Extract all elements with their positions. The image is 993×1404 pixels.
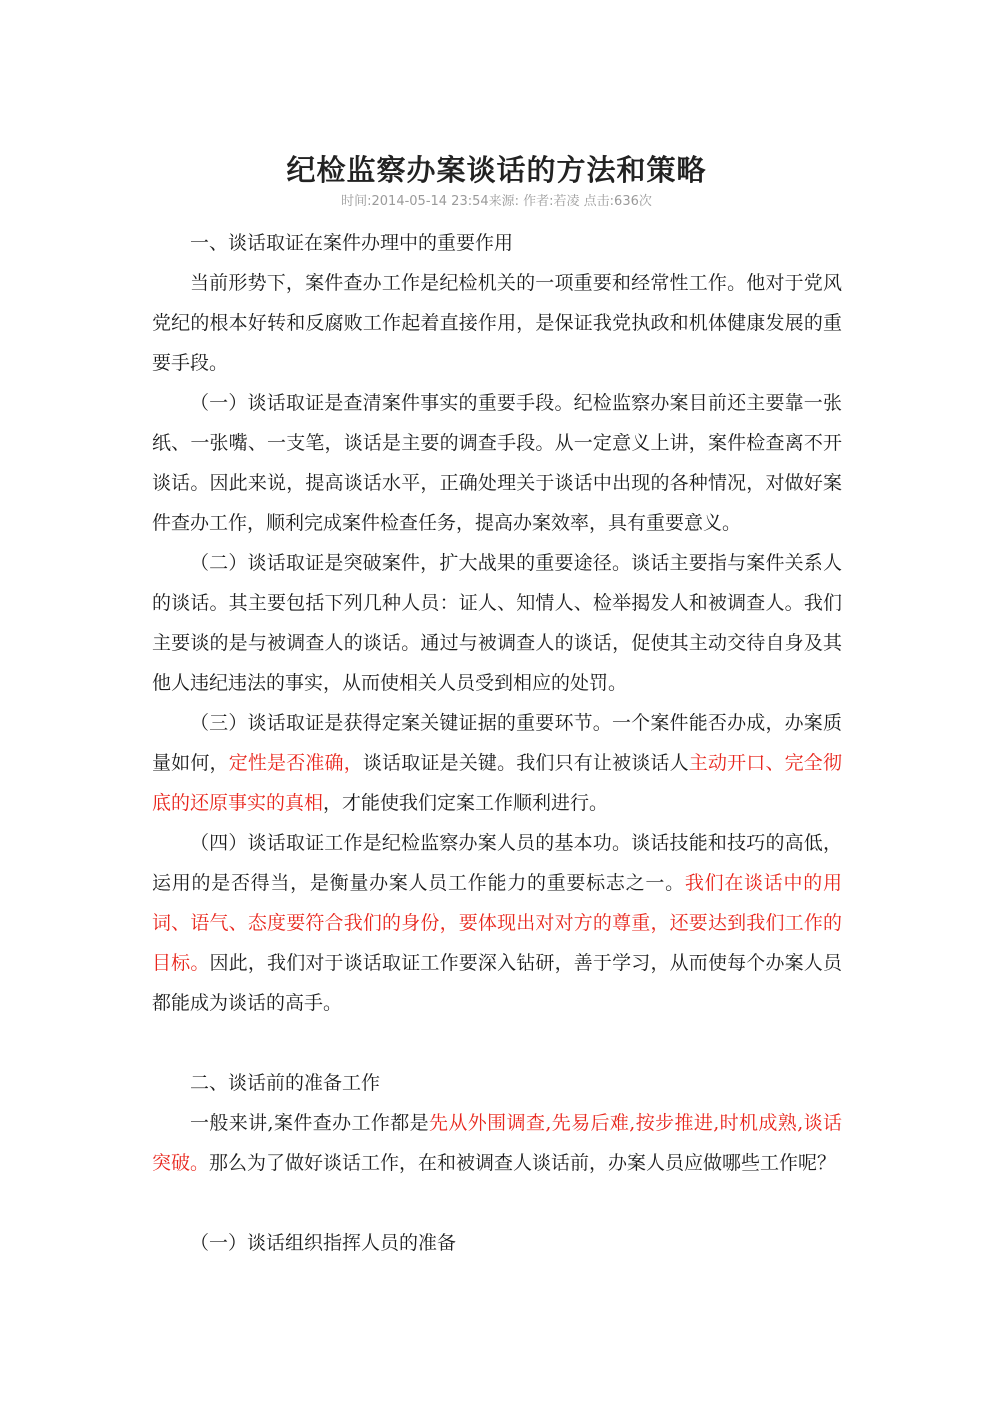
- paragraph-2: （一）谈话取证是查清案件事实的重要手段。纪检监察办案目前还主要靠一张纸、一张嘴、一支笔，谈话是主要的调查手段。从一定意义上讲，案件检查离不开谈话。因此来说，提高谈话水平，正确处理关于谈话中出现的各种情况，对做好案件查办工作，顺利完成案件检查任务，提高办案效率，具有重要意义。: [152, 392, 842, 534]
- paragraph-6-highlight: 先从外围调查,先易后难,按步推进,时机成熟,谈话突破。: [152, 1112, 842, 1174]
- paragraph-5: [152, 823, 842, 1023]
- section-heading-3: （一）谈话组织指挥人员的准备: [190, 1232, 457, 1254]
- section-heading-1: 一、谈话取证在案件办理中的重要作用: [190, 232, 514, 254]
- paragraph-4-highlight-b: 主动开口、完全彻底的还原事实的真相: [152, 752, 842, 814]
- paragraph-5-text-b: 因此，我们对于谈话取证工作要深入钻研，善于学习，从而使每个办案人员都能成为谈话的高手。: [152, 952, 842, 1014]
- paragraph-3: （二）谈话取证是突破案件，扩大战果的重要途径。谈话主要指与案件关系人的谈话。其主要包括下列几种人员：证人、知情人、检举揭发人和被调查人。我们主要谈的是与被调查人的谈话。通过与被调查人的谈话，促使其主动交待自身及其他人违纪违法的事实，从而使相关人员受到相应的处罚。: [152, 552, 842, 694]
- paragraph-5-text-a: （四）谈话取证工作是纪检监察办案人员的基本功。谈话技能和技巧的高低，运用的是否得当，是衡量办案人员工作能力的重要标志之一。: [152, 832, 842, 894]
- paragraph-4: [152, 703, 842, 823]
- paragraph-6-text-b: 那么为了做好谈话工作，在和被调查人谈话前，办案人员应做哪些工作呢？: [209, 1152, 837, 1174]
- paragraph-4-text-a: （三）谈话取证是获得定案关键证据的重要环节。一个案件能否办成，办案质量如何，: [152, 712, 842, 774]
- article-body-1: [152, 263, 842, 1023]
- paragraph-4-text-c: ，才能使我们定案工作顺利进行。: [323, 792, 609, 814]
- paragraph-4-highlight-a: 定性是否准确，: [228, 752, 363, 774]
- paragraph-5-highlight: 我们在谈话中的用词、语气、态度要符合我们的身份，要体现出对对方的尊重，还要达到我们工作的目标。: [152, 872, 842, 974]
- article-meta: 时间:2014-05-14 23:54来源: 作者:若凌 点击:636次: [341, 194, 652, 209]
- article-title: 纪检监察办案谈话的方法和策略: [286, 153, 707, 187]
- paragraph-1: 当前形势下，案件查办工作是纪检机关的一项重要和经常性工作。他对于党风党纪的根本好转和反腐败工作起着直接作用，是保证我党执政和机体健康发展的重要手段。: [152, 272, 842, 374]
- paragraph-6: [152, 1103, 842, 1183]
- paragraph-4-text-b: 谈话取证是关键。我们只有让被谈话人: [362, 752, 689, 774]
- paragraph-6-text-a: 一般来讲,案件查办工作都是: [190, 1112, 430, 1134]
- section-heading-2: 二、谈话前的准备工作: [190, 1072, 381, 1094]
- article-body-2: [152, 1103, 842, 1183]
